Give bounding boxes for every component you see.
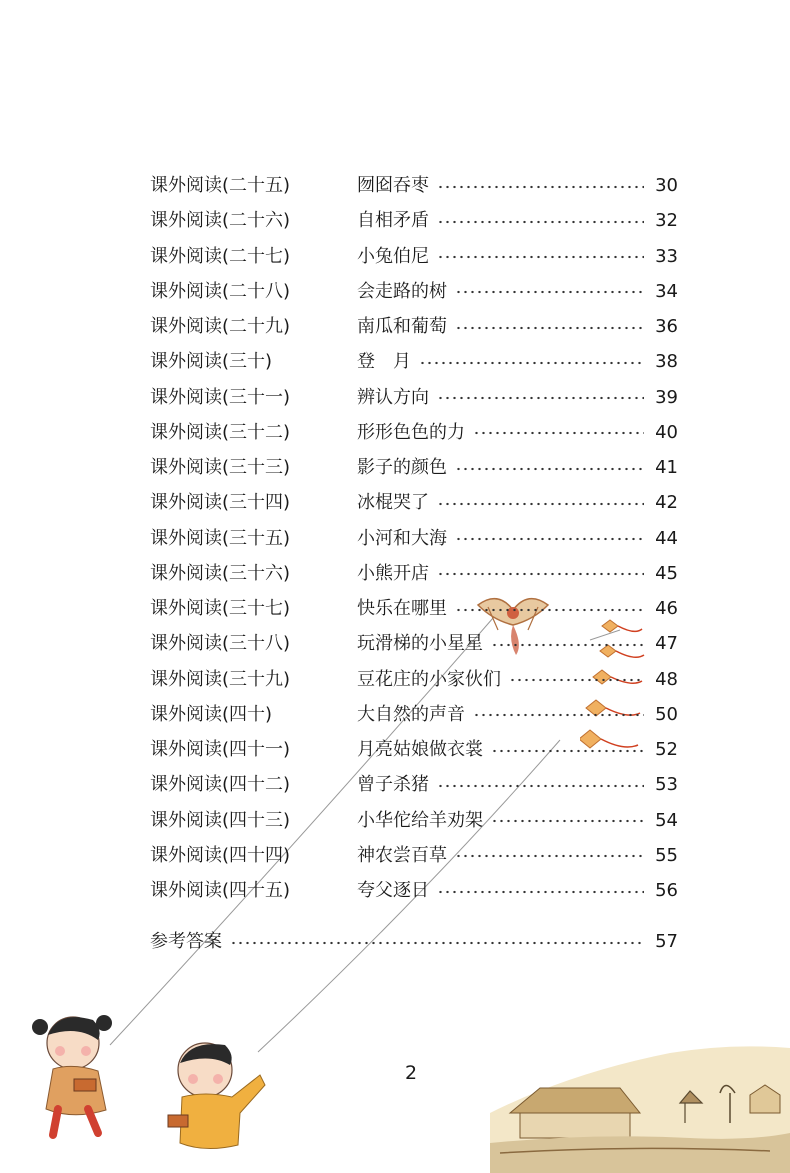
leader-dots <box>455 854 644 858</box>
leader-dots <box>230 941 644 945</box>
toc-row[interactable] <box>0 732 790 767</box>
toc-series-label: 课外阅读(三十八) <box>150 633 291 655</box>
toc-title: 会走路的树 <box>357 280 447 302</box>
toc-page-number: 50 <box>655 703 678 725</box>
leader-dots <box>419 361 644 365</box>
toc-entry <box>357 662 678 697</box>
leader-dots <box>509 678 644 682</box>
toc-row[interactable] <box>0 380 790 415</box>
leader-dots <box>437 572 644 576</box>
toc-series-label: 课外阅读(三十) <box>150 351 273 373</box>
leader-dots <box>491 643 644 647</box>
toc-page-number: 36 <box>655 316 678 337</box>
toc-series-label: 课外阅读(四十五) <box>150 880 291 901</box>
toc-row[interactable] <box>0 344 790 379</box>
toc-page-number: 46 <box>655 598 678 619</box>
toc-page-number: 42 <box>655 492 678 514</box>
toc-series-label: 课外阅读(二十七) <box>150 245 291 267</box>
toc-title: 参考答案 <box>150 931 222 952</box>
toc-page-number: 32 <box>655 210 678 232</box>
toc-page-number: 38 <box>655 351 678 373</box>
toc-title: 月亮姑娘做衣裳 <box>357 739 483 760</box>
toc-row[interactable] <box>0 838 790 873</box>
leader-dots <box>491 749 644 753</box>
leader-dots <box>455 537 644 541</box>
toc-page-number: 39 <box>655 386 678 408</box>
toc-row[interactable] <box>0 309 790 344</box>
toc-series-label: 课外阅读(二十五) <box>150 175 291 196</box>
toc-row[interactable] <box>0 203 790 238</box>
leader-dots <box>437 784 644 788</box>
leader-dots <box>437 396 644 400</box>
toc-title: 囫囵吞枣 <box>357 175 429 196</box>
toc-entry <box>357 767 678 802</box>
toc-series-label: 课外阅读(四十二) <box>150 774 291 796</box>
toc-row[interactable] <box>0 415 790 450</box>
toc-entry <box>357 873 678 908</box>
village-scene-icon <box>490 1033 790 1173</box>
toc-page-number: 33 <box>655 245 678 267</box>
toc-row[interactable] <box>0 591 790 626</box>
toc-title: 南瓜和葡萄 <box>357 316 447 337</box>
toc-entry <box>357 239 678 274</box>
toc-series-label: 课外阅读(四十四) <box>150 844 291 866</box>
leader-dots <box>455 326 644 330</box>
toc-page-number: 41 <box>655 457 678 478</box>
toc-row[interactable] <box>0 521 790 556</box>
toc-entry <box>357 697 678 732</box>
toc-title: 影子的颜色 <box>357 457 447 478</box>
toc-entry <box>357 803 678 838</box>
toc-title: 辨认方向 <box>357 386 429 408</box>
toc-series-label: 课外阅读(三十二) <box>150 421 291 443</box>
leader-dots <box>437 890 644 894</box>
toc-series-label: 课外阅读(二十八) <box>150 280 291 302</box>
toc-title: 小兔伯尼 <box>357 245 429 267</box>
toc-series-label: 课外阅读(三十四) <box>150 492 291 514</box>
toc-series-label: 课外阅读(三十五) <box>150 527 291 549</box>
toc-entry <box>357 485 678 520</box>
toc-series-label: 课外阅读(三十三) <box>150 457 291 478</box>
child-running-icon <box>160 1035 280 1165</box>
toc-row[interactable] <box>0 556 790 591</box>
toc-title: 豆花庄的小家伙们 <box>357 668 501 690</box>
toc-series-label: 课外阅读(三十一) <box>150 386 291 408</box>
toc-row[interactable] <box>0 873 790 908</box>
toc-series-label: 课外阅读(三十六) <box>150 562 291 584</box>
child-flying-kite-icon <box>18 1005 148 1145</box>
leader-dots <box>491 819 644 823</box>
toc-entry <box>357 415 678 450</box>
toc-row[interactable] <box>0 662 790 697</box>
toc-title: 小河和大海 <box>357 527 447 549</box>
toc-row[interactable] <box>0 803 790 838</box>
toc-entry <box>357 203 678 238</box>
toc-series-label: 课外阅读(四十三) <box>150 809 291 831</box>
toc-page-number: 55 <box>655 844 678 866</box>
toc-title: 小华佗给羊劝架 <box>357 809 483 831</box>
toc-title: 大自然的声音 <box>357 703 465 725</box>
toc-entry <box>357 309 678 344</box>
leader-dots <box>473 431 644 435</box>
toc-row[interactable] <box>0 239 790 274</box>
toc-entry <box>357 838 678 873</box>
toc-row[interactable] <box>0 274 790 309</box>
leader-dots <box>437 185 644 189</box>
page-number: 2 <box>404 1062 418 1084</box>
toc-page-number: 56 <box>655 880 678 901</box>
toc-series-label: 课外阅读(二十六) <box>150 210 291 232</box>
toc-row[interactable] <box>0 626 790 661</box>
toc-page-number: 44 <box>655 527 678 549</box>
toc-page-number: 47 <box>655 633 678 655</box>
toc-entry <box>357 732 678 767</box>
toc-page-number: 34 <box>655 280 678 302</box>
toc-title: 快乐在哪里 <box>357 598 447 619</box>
leader-dots <box>437 255 644 259</box>
toc-title: 神农尝百草 <box>357 844 447 866</box>
toc-title: 玩滑梯的小星星 <box>357 633 483 655</box>
leader-dots <box>455 290 644 294</box>
toc-title: 冰棍哭了 <box>357 492 429 514</box>
toc-entry <box>357 344 678 379</box>
toc-row[interactable] <box>0 767 790 802</box>
toc-title: 夸父逐日 <box>357 880 429 901</box>
toc-title: 形形色色的力 <box>357 421 465 443</box>
toc-row-answers[interactable] <box>0 924 790 959</box>
toc-row[interactable] <box>0 168 790 203</box>
toc-entry <box>357 591 678 626</box>
toc-entry <box>357 450 678 485</box>
toc-page-number: 48 <box>655 668 678 690</box>
toc-row[interactable] <box>0 450 790 485</box>
toc-entry <box>150 924 678 959</box>
toc-entry <box>357 380 678 415</box>
toc-page-number: 40 <box>655 421 678 443</box>
toc-entry <box>357 626 678 661</box>
toc-page-number: 57 <box>655 931 678 952</box>
toc-entry <box>357 274 678 309</box>
leader-dots <box>455 467 644 471</box>
toc-entry <box>357 556 678 591</box>
toc-page-number: 53 <box>655 774 678 796</box>
toc-page-number: 54 <box>655 809 678 831</box>
toc-title: 小熊开店 <box>357 562 429 584</box>
toc-series-label: 课外阅读(三十九) <box>150 668 291 690</box>
toc-page-number: 52 <box>655 739 678 760</box>
toc-title: 自相矛盾 <box>357 210 429 232</box>
toc-title: 登 月 <box>357 351 411 373</box>
toc-series-label: 课外阅读(二十九) <box>150 316 291 337</box>
leader-dots <box>455 608 644 612</box>
toc-row[interactable] <box>0 697 790 732</box>
toc-series-label: 课外阅读(四十一) <box>150 739 291 760</box>
toc-series-label: 课外阅读(三十七) <box>150 598 291 619</box>
toc-entry <box>357 168 678 203</box>
toc-page-number: 45 <box>655 562 678 584</box>
leader-dots <box>473 713 644 717</box>
toc-page-number: 30 <box>655 175 678 196</box>
toc-title: 曾子杀猪 <box>357 774 429 796</box>
toc-entry <box>357 521 678 556</box>
toc-row[interactable] <box>0 485 790 520</box>
toc-series-label: 课外阅读(四十) <box>150 703 273 725</box>
leader-dots <box>437 502 644 506</box>
leader-dots <box>437 220 644 224</box>
